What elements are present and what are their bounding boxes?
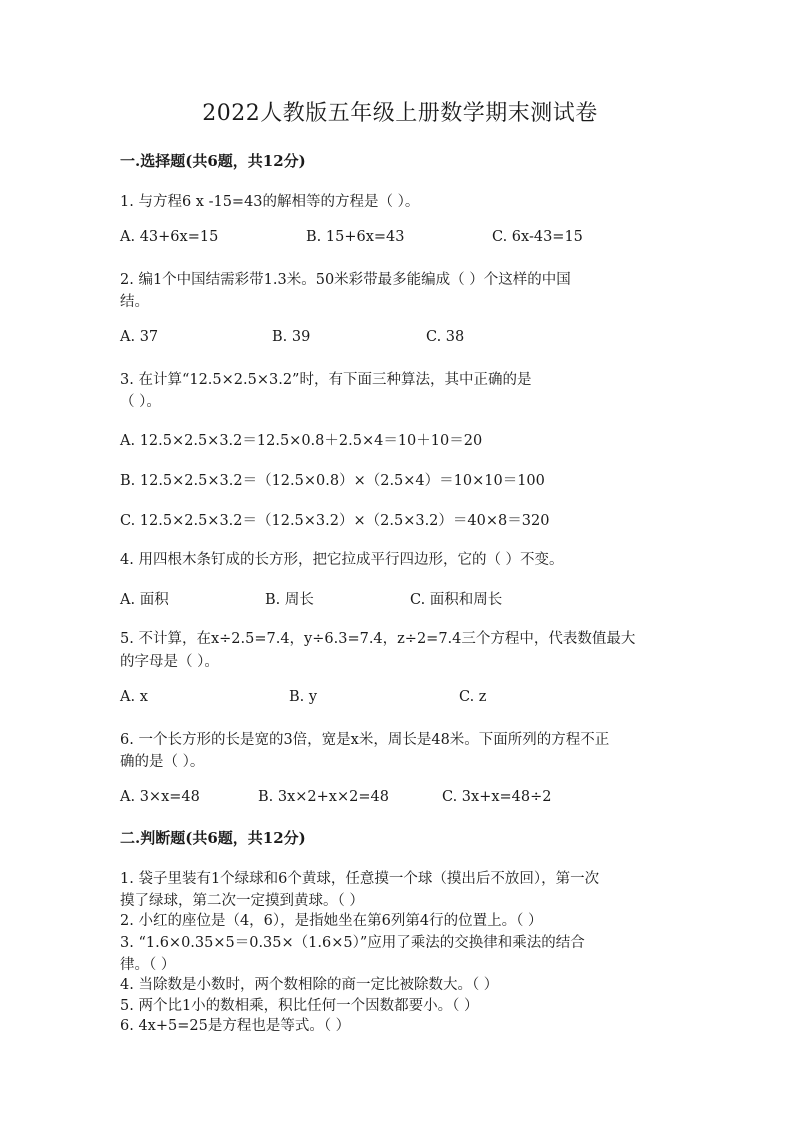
question-4-option-c: C. 面积和周长 [410,592,503,608]
question-1-option-c: C. 6x-43=15 [492,229,583,245]
question-5-option-b: B. y [289,689,318,705]
question-2-option-a: A. 37 [120,329,159,345]
judgment-line: 2. 小红的座位是（4，6），是指她坐在第6列第4行的位置上。（ ） [120,913,543,929]
question-5-line-2: 的字母是（ ）。 [120,654,219,670]
judgment-line: 律。（ ） [120,957,176,973]
question-4-text: 4. 用四根木条钉成的长方形，把它拉成平行四边形，它的（ ）不变。 [120,552,564,568]
question-6-line-2: 确的是（ ）。 [120,754,205,770]
question-6-option-c: C. 3x+x=48÷2 [442,789,552,805]
page-title: 2022人教版五年级上册数学期末测试卷 [202,101,598,126]
question-5-option-a: A. x [120,689,148,705]
question-1-option-b: B. 15+6x=43 [306,229,405,245]
question-4-option-a: A. 面积 [120,592,169,608]
question-3-line-2: （ ）。 [120,394,161,410]
question-3-option-c: C. 12.5×2.5×3.2＝（12.5×3.2）×（2.5×3.2）＝40×8＝320 [120,513,550,529]
question-6-option-a: A. 3×x=48 [120,789,200,805]
question-2-option-c: C. 38 [426,329,465,345]
judgment-line: 3. “1.6×0.35×5＝0.35×（1.6×5）”应用了乘法的交换律和乘法的结合 [120,935,585,951]
question-5-option-c: C. z [459,689,487,705]
question-6-line-1: 6. 一个长方形的长是宽的3倍，宽是x米，周长是48米。下面所列的方程不正 [120,732,610,748]
question-2-line-1: 2. 编1个中国结需彩带1.3米。50米彩带最多能编成（ ）个这样的中国 [120,272,571,288]
question-2-option-b: B. 39 [272,329,311,345]
question-3-option-b: B. 12.5×2.5×3.2＝（12.5×0.8）×（2.5×4）＝10×10＝100 [120,473,545,489]
judgment-line: 6. 4x+5=25是方程也是等式。（ ） [120,1018,351,1034]
question-2-line-2: 结。 [120,294,149,310]
question-3-option-a: A. 12.5×2.5×3.2＝12.5×0.8＋2.5×4＝10＋10＝20 [120,433,483,449]
question-6-option-b: B. 3x×2+x×2=48 [258,789,389,805]
section-heading-choice: 一.选择题(共6题，共12分) [120,152,306,170]
section-heading-judgment: 二.判断题(共6题，共12分) [120,829,306,847]
judgment-line: 5. 两个比1小的数相乘，积比任何一个因数都要小。（ ） [120,998,479,1014]
question-1-text: 1. 与方程6 x -15=43的解相等的方程是（ ）。 [120,194,420,210]
judgment-line: 1. 袋子里装有1个绿球和6个黄球，任意摸一个球（摸出后不放回），第一次 [120,871,600,887]
judgment-line: 4. 当除数是小数时，两个数相除的商一定比被除数大。（ ） [120,977,499,993]
question-3-line-1: 3. 在计算“12.5×2.5×3.2”时，有下面三种算法，其中正确的是 [120,372,532,388]
judgment-line: 摸了绿球，第二次一定摸到黄球。（ ） [120,893,364,909]
question-1-option-a: A. 43+6x=15 [120,229,219,245]
question-4-option-b: B. 周长 [265,592,314,608]
question-5-line-1: 5. 不计算，在x÷2.5=7.4，y÷6.3=7.4，z÷2=7.4三个方程中，代表数值最大 [120,631,636,647]
